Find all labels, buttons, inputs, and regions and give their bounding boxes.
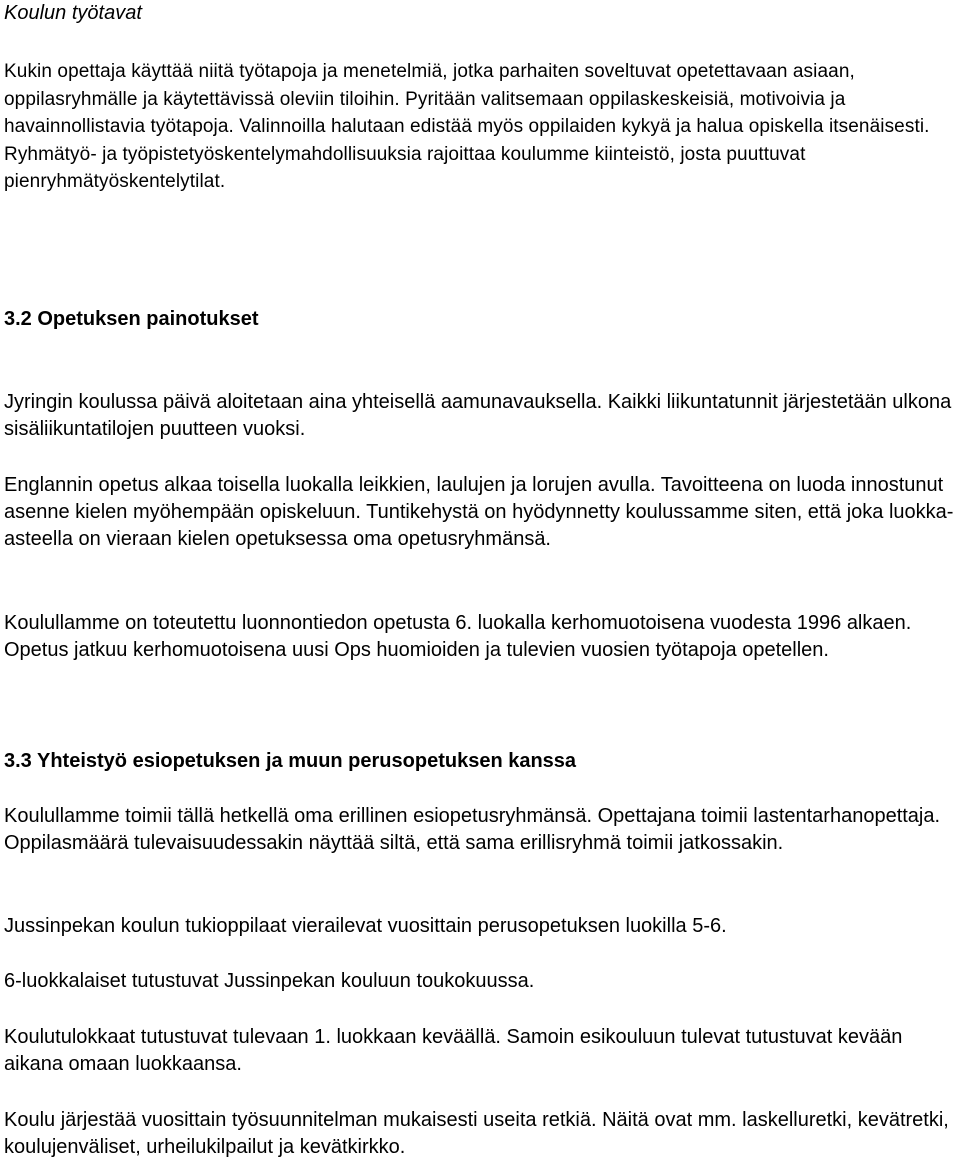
section-title: Koulun työtavat: [4, 2, 142, 24]
paragraph-3-3-a: Koulullamme toimii tällä hetkellä oma erillinen esiopetusryhmänsä. Opettajana toimii lastentarhanopettaja. Oppilasmäärä tulevaisuudessakin näyttää siltä, että sama erillisryhmä toimii jatkossakin.: [4, 805, 941, 854]
paragraph-3-3-d: Koulutulokkaat tutustuvat tulevaan 1. luokkaan keväällä. Samoin esikouluun tulevat tutustuvat kevään aikana omaan luokkaansa.: [4, 1026, 903, 1075]
paragraph-tyotavat: Kukin opettaja käyttää niitä työtapoja ja menetelmiä, jotka parhaiten soveltuvat opetettavaan asiaan, oppilasryhmälle ja käytettävissä oleviin tiloihin. Pyritään valitsemaan oppilaskeskeisiä, motivoivia ja havainnollistavia työtapoja. Valinnoilla halutaan edistää myös oppilaiden kykyä ja halua opiskella itsenäisesti. Ryhmätyö- ja työpistetyöskentelymahdollisuuksia rajoittaa koulumme kiinteistö, josta puuttuvat pienryhmätyöskentelytilat.: [4, 61, 930, 192]
paragraph-3-2-b: Englannin opetus alkaa toisella luokalla leikkien, laulujen ja lorujen avulla. Tavoitteena on luoda innostunut asenne kielen myöhempään opiskeluun. Tuntikehystä on hyödynnetty koulussamme siten, että joka luokka-asteella on vieraan kielen opetuksessa oma opetusryhmänsä.: [4, 474, 954, 550]
paragraph-3-3-c: 6-luokkalaiset tutustuvat Jussinpekan kouluun toukokuussa.: [4, 970, 535, 992]
paragraph-3-3-b: Jussinpekan koulun tukioppilaat vierailevat vuosittain perusopetuksen luokilla 5-6.: [4, 915, 727, 937]
paragraph-3-2-a: Jyringin koulussa päivä aloitetaan aina yhteisellä aamunavauksella. Kaikki liikuntatunnit järjestetään ulkona sisäliikuntatilojen puutteen vuoksi.: [4, 391, 952, 440]
paragraph-3-2-c: Koulullamme on toteutettu luonnontiedon opetusta 6. luokalla kerhomuotoisena vuodesta 1996 alkaen. Opetus jatkuu kerhomuotoisena uusi Ops huomioiden ja tulevien vuosien työtapoja opetellen.: [4, 612, 912, 661]
heading-3-3: 3.3 Yhteistyö esiopetuksen ja muun perusopetuksen kanssa: [4, 750, 577, 772]
paragraph-3-3-e: Koulu järjestää vuosittain työsuunnitelman mukaisesti useita retkiä. Näitä ovat mm. laskelluretki, kevätretki, koulujenväliset, urheilukilpailut ja kevätkirkko.: [4, 1109, 949, 1158]
heading-3-2: 3.2 Opetuksen painotukset: [4, 308, 259, 330]
